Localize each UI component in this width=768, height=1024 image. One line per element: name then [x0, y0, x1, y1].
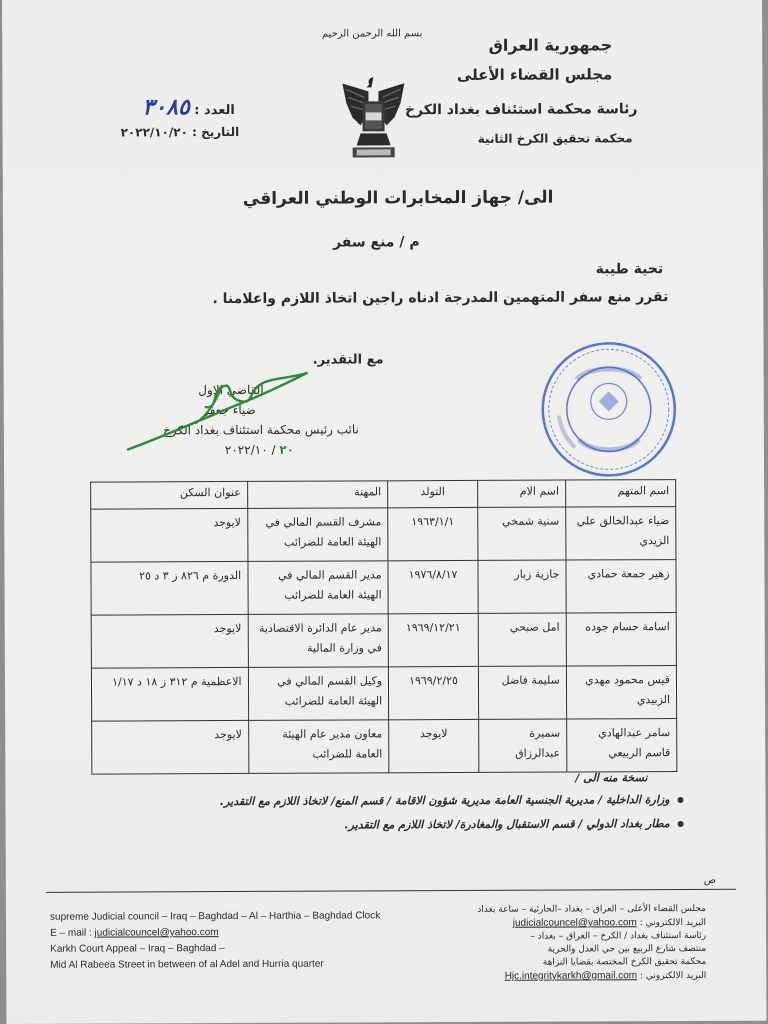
court-seal-stamp: [538, 339, 679, 480]
copy-recipient-text: مطار بغداد الدولي / قسم الاستقبال والمغادرة/ لاتخاذ اللازم مع التقدير.: [344, 817, 670, 832]
judge-signature: [122, 357, 322, 458]
copies-heading: نسخة منه الى /: [575, 771, 648, 785]
footer-divider: [46, 889, 736, 893]
page-mark: ص: [703, 874, 716, 886]
col-header-birth: التولد: [388, 480, 478, 507]
bullet-icon: [678, 821, 684, 827]
table-row: [92, 719, 677, 775]
copy-recipient-item: [220, 793, 684, 808]
number-value: ٣٠٨٥: [142, 94, 190, 121]
cell-occupation: معاون مدير عام الهيئة العامة للضرائب: [248, 720, 389, 774]
document-page: [2, 0, 766, 1024]
subject-line: م / منع سفر: [333, 234, 420, 251]
footer-ar-email-label: البريد الالكتروني :: [637, 970, 707, 982]
iraq-eagle-emblem: [338, 73, 408, 165]
signature-date-rest: / ٢٠٢٢/١٠: [224, 442, 276, 458]
accused-table: [90, 479, 677, 775]
number-label: العدد :: [194, 102, 235, 119]
cell-mother: امل صبحي: [478, 613, 566, 666]
table-row: [91, 560, 676, 616]
footer-ar-email-line: [478, 969, 707, 984]
col-header-name: اسم المتهم: [565, 480, 675, 507]
copy-recipient-text: وزارة الداخلية / مديرية الجنسية العامة مديرية شؤون الاقامة / قسم المنع/ لاتخاذ اللازم مع التقدير.: [219, 793, 670, 809]
col-header-mother: اسم الام: [478, 480, 566, 507]
signature-day: ٢٠: [279, 442, 294, 457]
cell-birth: ١٩٦٣/١/١: [388, 507, 478, 560]
bullet-icon: [677, 797, 683, 803]
table-row: [91, 613, 676, 669]
greeting: تحية طيبة: [595, 261, 664, 278]
cell-occupation: مدير القسم المالي في الهيئة العامة للضرائب: [248, 561, 389, 615]
cell-address: الدورة م ٨٢٦ ز ٣ د ٢٥: [91, 561, 248, 615]
footer-en-email-line: [50, 924, 380, 941]
cell-occupation: وكيل القسم المالي في الهيئة العامة للضرائب: [248, 667, 389, 721]
judge-title: القاضي الاول: [198, 382, 264, 398]
copy-recipient-item: [344, 817, 683, 831]
judge-name: ضياء جعفر: [202, 402, 256, 418]
cell-mother: سليمة فاضل: [478, 666, 566, 719]
cell-occupation: مدير عام الدائرة الاقتصادية في وزارة المالية: [248, 614, 389, 668]
footer-ar-line: منتصف شارع الربيع بين حي العدل والحرية: [547, 943, 707, 955]
footer-ar-email-link[interactable]: judicialcouncel@yahoo.com: [512, 917, 637, 929]
footer-english: [50, 908, 380, 973]
cell-name: سامر عبدالهادي قاسم الربيعي: [567, 719, 677, 772]
letter-body: تقرر منع سفر المتهمين المدرجة ادناه راجين اتخاذ اللازم واعلامنا .: [212, 289, 669, 308]
cell-mother: سنية شمخي: [478, 507, 566, 560]
cell-address: لايوجد: [91, 614, 248, 668]
bismillah: بسم الله الرحمن الرحيم: [321, 28, 423, 40]
header-court: محكمة تحقيق الكرخ الثانية: [477, 131, 633, 146]
footer-ar-email-line: [477, 916, 706, 931]
footer-arabic: [477, 903, 706, 984]
cell-name: ضياء عبدالخالق علي الزيدي: [566, 507, 676, 560]
cell-birth: ١٩٦٩/١٢/٢١: [388, 613, 478, 666]
cell-mother: سميرة عبدالرزاق: [479, 719, 567, 772]
footer-en-email-link[interactable]: judicialcouncel@yahoo.com: [94, 927, 219, 939]
footer-en-line: supreme Judicial council – Iraq – Baghdad – Al – Harthia – Baghdad Clock: [49, 910, 381, 923]
header-presidency: رئاسة محكمة استئناف بغداد الكرخ: [404, 101, 638, 119]
cell-mother: جازية زبار: [478, 560, 566, 613]
footer-ar-line: مجلس القضاء الأعلى – العراق – بغداد –الحارثية – ساعة بغداد: [477, 903, 706, 915]
table-row: [91, 666, 676, 722]
cell-address: لايوجد: [92, 720, 249, 774]
table-header-row: [91, 480, 676, 510]
addressee: الى/ جهاز المخابرات الوطني العراقي: [242, 187, 554, 209]
footer-ar-email-link[interactable]: Hjc.integritykarkh@gmail.com: [504, 970, 638, 982]
date-label: التاريخ :: [192, 124, 240, 140]
cell-name: اسامة حسام جوده: [566, 613, 676, 666]
regards: مع التقدير.: [312, 352, 384, 368]
footer-en-line: Mid Al Rabeea Street in between of al Adel and Hurria quarter: [50, 958, 324, 971]
cell-name: قيس محمود مهدي الزبيدي: [566, 666, 676, 719]
reference-date: [121, 125, 240, 140]
reference-number: [142, 94, 235, 120]
footer-en-email-label: E – mail :: [50, 927, 95, 939]
footer-ar-line: محكمة تحقيق الكرخ المختصة بقضايا النزاهة: [542, 956, 707, 968]
judge-position: نائب رئيس محكمة استئناف بغداد الكرخ: [162, 422, 359, 438]
cell-birth: ١٩٦٩/٢/٢٥: [388, 666, 478, 719]
cell-birth: ١٩٧٦/٨/١٧: [388, 560, 478, 613]
header-council: مجلس القضاء الأعلى: [456, 65, 613, 85]
cell-address: لايوجد: [91, 508, 248, 562]
col-header-occupation: المهنة: [247, 481, 388, 509]
col-header-address: عنوان السكن: [91, 481, 248, 509]
footer-ar-email-label: البريد الالكتروني :: [636, 917, 707, 929]
cell-birth: لايوجد: [389, 719, 479, 772]
date-value: ٢٠٢٢/١٠/٢٠: [120, 125, 188, 140]
footer-en-line: Karkh Court Appeal – Iraq – Baghdad –: [50, 943, 225, 955]
footer-ar-line: رئاسة استئناف بغداد / الكرخ – العراق – بغداد –: [530, 930, 707, 942]
table-row: [91, 507, 676, 563]
header-country: جمهورية العراق: [488, 35, 613, 55]
cell-occupation: مشرف القسم المالي في الهيئة العامة للضرائب: [247, 508, 388, 562]
cell-address: الاعظمية م ٣١٢ ز ١٨ د ١/١٧: [91, 667, 248, 721]
cell-name: زهير جمعة حمادي: [566, 560, 676, 613]
